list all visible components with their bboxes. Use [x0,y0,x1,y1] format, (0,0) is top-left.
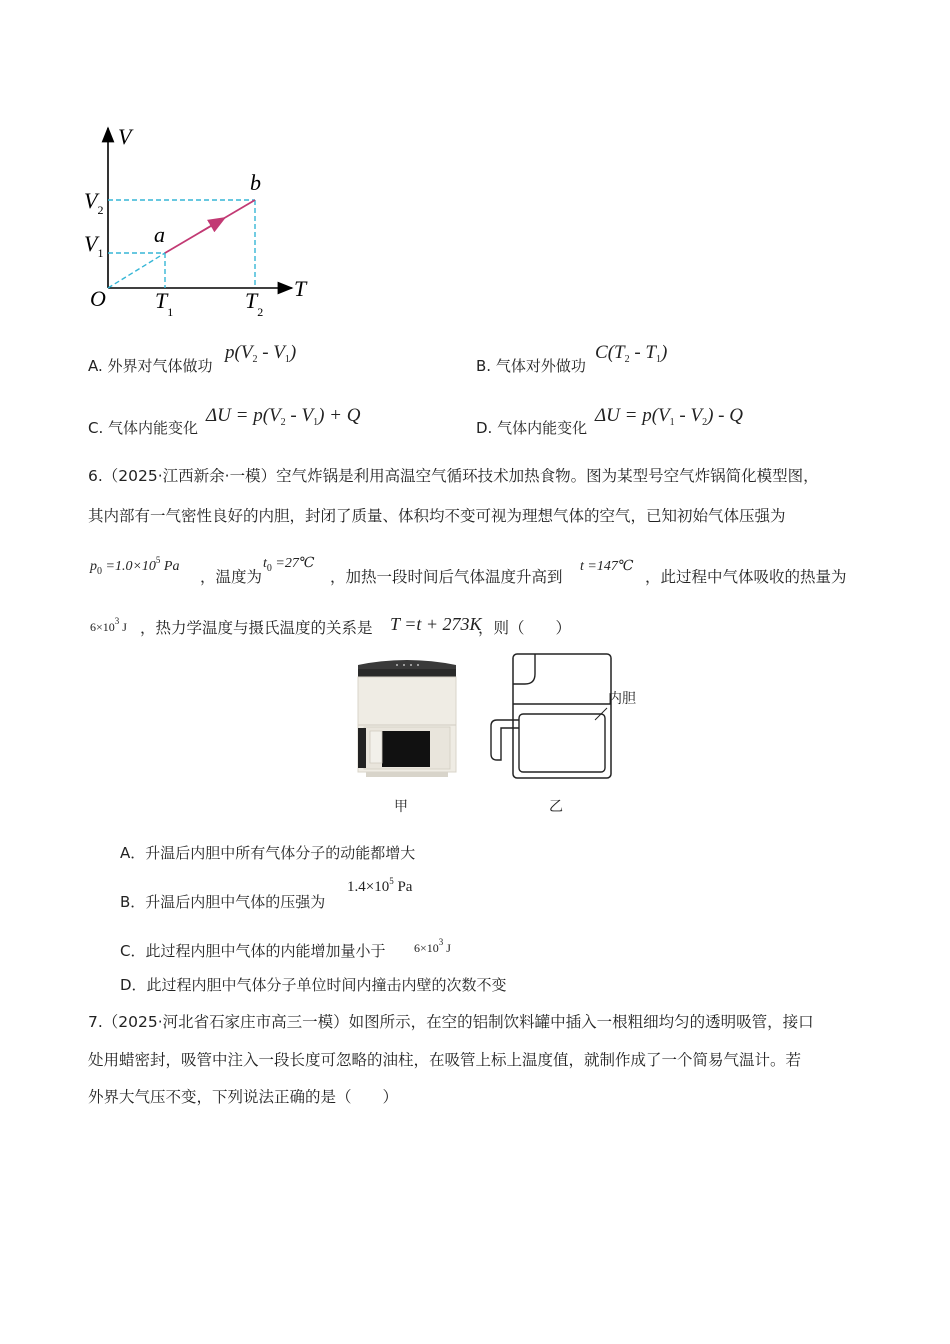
q6-option-a-text: A．升温后内胆中所有气体分子的动能都增大 [120,844,416,862]
vt-graph [80,120,320,330]
v2-label: $V_2$ [84,188,104,217]
q5-option-c[interactable] [88,418,198,438]
q6-end-text: ，则（ ） [478,619,572,637]
q6-relation-formula: T =t + 273K [390,614,482,634]
q6-option-d[interactable] [120,975,507,995]
q7-line-1: 7.（2025·河北省石家庄市高三一模）如图所示，在空的铝制饮料罐中插入一根粗细均匀的透明吸管，接口 [88,1013,814,1031]
q6-option-c[interactable] [120,941,385,961]
q5-option-a[interactable] [88,356,213,376]
air-fryer-photo [352,655,462,785]
inner-liner-label: 内胆 [608,691,636,707]
origin-label: O [90,286,106,311]
q6-relation-text: ，热力学温度与摄氏温度的关系是 [140,619,373,637]
q6-heat-text: ，加热一段时间后气体温度升高到 [330,568,563,586]
q6-absorb-text: ，此过程中气体吸收的热量为 [645,568,847,586]
figure-a-caption: 甲 [394,799,408,815]
q5-option-b-text: B. 气体对外做功 [476,357,586,375]
q5-option-d-text: D. 气体内能变化 [476,419,588,437]
q6-line-1: 6.（2025·江西新余·一模）空气炸锅是利用高温空气循环技术加热食物。图为某型号空气炸锅简化模型图， [88,467,819,485]
q6-option-b-formula: $1.4\times 10^5$ Pa [347,876,413,895]
q6-option-d-text: D．此过程内胆中气体分子单位时间内撞击内壁的次数不变 [120,976,507,994]
figure-b-caption: 乙 [549,799,563,815]
q5-option-a-formula: $p(V_2 - V_1)$ [225,342,297,365]
q5-option-b-formula: $C(T_2 - T_1)$ [595,342,668,365]
q6-option-c-formula: $6\times 10^3$ J [414,937,451,955]
q5-option-b[interactable] [476,356,586,376]
q6-t-formula: t =147℃ [580,559,634,574]
q6-line-2: 其内部有一气密性良好的内胆，封闭了质量、体积均不变可视为理想气体的空气，已知初始气体压强为 [88,507,786,525]
point-b-label: b [250,170,261,195]
q5-option-d-formula: $\Delta U = p(V_1 - V_2) - Q$ [595,405,743,428]
q6-temp-text: ，温度为 [200,568,263,586]
t1-label: $T_1$ [155,288,174,319]
q6-t0-formula: $t_0$ =27℃ [263,556,315,574]
q7-line-2: 处用蜡密封，吸管中注入一段长度可忽略的油柱，在吸管上标上温度值，就制作成了一个简易气温计。若 [88,1051,802,1069]
q5-option-c-text: C. 气体内能变化 [88,419,199,437]
q6-option-b[interactable] [120,892,325,912]
axis-x-label: T [294,276,307,301]
axis-y-label: V [118,124,132,149]
q7-line-3: 外界大气压不变，下列说法正确的是（ ） [88,1088,399,1106]
q5-option-d[interactable] [476,418,587,438]
q6-p0-formula: $p_0 =1.0\times 10^5$ Pa [90,555,180,577]
q6-option-a[interactable] [120,843,415,863]
origin-extension [108,253,165,288]
v1-label: $V_1$ [84,231,104,260]
q6-option-c-text: C．此过程内胆中气体的内能增加量小于 [120,942,386,960]
t2-label: $T_2$ [245,288,264,319]
q6-q-formula: $6\times 10^3$ J [90,616,127,634]
q6-option-b-text: B．升温后内胆中气体的压强为 [120,893,326,911]
q5-option-c-formula: $\Delta U = p(V_2 - V_1) + Q$ [206,405,361,428]
process-arrow [200,221,220,233]
air-fryer-model [485,650,645,785]
q5-option-a-text: A. 外界对气体做功 [88,357,213,375]
point-a-label: a [154,222,165,247]
